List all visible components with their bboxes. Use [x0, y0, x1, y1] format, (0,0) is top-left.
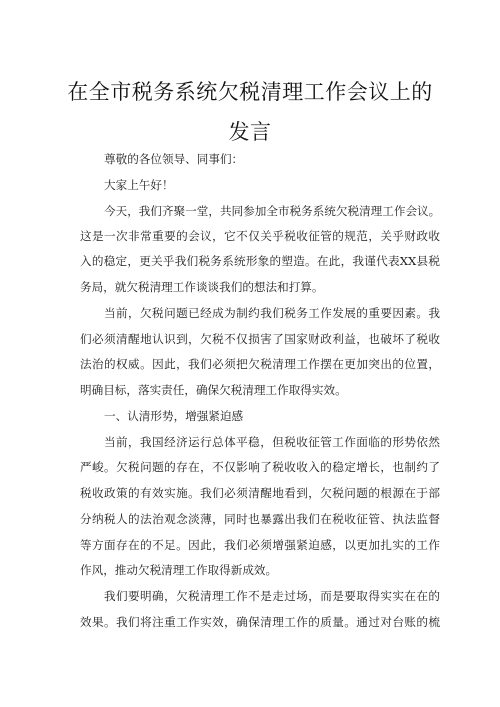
paragraph-line: 这是一次非常重要的会议，它不仅关乎税收征管的规范，关乎财政收 [80, 229, 440, 243]
paragraph-line: 今天，我们齐聚一堂，共同参加全市税务系统欠税清理工作会议。 [104, 204, 441, 218]
section-heading: 一、认清形势，增强紧迫感 [104, 409, 244, 423]
paragraph-line: 入的稳定，更关乎我们税务系统形象的塑造。在此，我谨代表XX县税 [80, 254, 440, 268]
paragraph-line: 当前，欠税问题已经成为制约我们税务工作发展的重要因素。我 [104, 306, 440, 320]
document-title-line1: 在全市税务系统欠税清理工作会议上的 [67, 80, 433, 104]
paragraph-line: 们必须清醒地认识到，欠税不仅损害了国家财政利益，也破坏了税收 [80, 332, 440, 346]
paragraph-line: 我们要明确，欠税清理工作不是走过场，而是要取得实实在在的 [104, 589, 440, 603]
paragraph-line: 等方面存在的不足。因此，我们必须增强紧迫感，以更加扎实的工作 [80, 538, 440, 552]
paragraph-line: 明确目标，落实责任，确保欠税清理工作取得实效。 [80, 383, 347, 397]
salutation: 尊敬的各位领导、同事们： [104, 152, 244, 166]
paragraph-line: 税收政策的有效实施。我们必须清醒地看到，欠税问题的根源在于部 [80, 486, 440, 500]
paragraph-line: 效果。我们将注重工作实效，确保清理工作的质量。通过对台账的梳 [80, 615, 440, 629]
paragraph-line: 严峻。欠税问题的存在，不仅影响了税收收入的稳定增长，也制约了 [80, 460, 440, 474]
paragraph-line: 分纳税人的法治观念淡薄，同时也暴露出我们在税收征管、执法监督 [80, 512, 440, 526]
greeting: 大家上午好！ [104, 178, 174, 192]
paragraph-line: 法治的权威。因此，我们必须把欠税清理工作摆在更加突出的位置， [80, 357, 440, 371]
document-title-line2: 发言 [228, 120, 272, 144]
paragraph-line: 作风，推动欠税清理工作取得新成效。 [80, 563, 278, 577]
paragraph-line: 务局，就欠税清理工作谈谈我们的想法和打算。 [80, 280, 324, 294]
paragraph-line: 当前，我国经济运行总体平稳，但税收征管工作面临的形势依然 [104, 435, 440, 449]
